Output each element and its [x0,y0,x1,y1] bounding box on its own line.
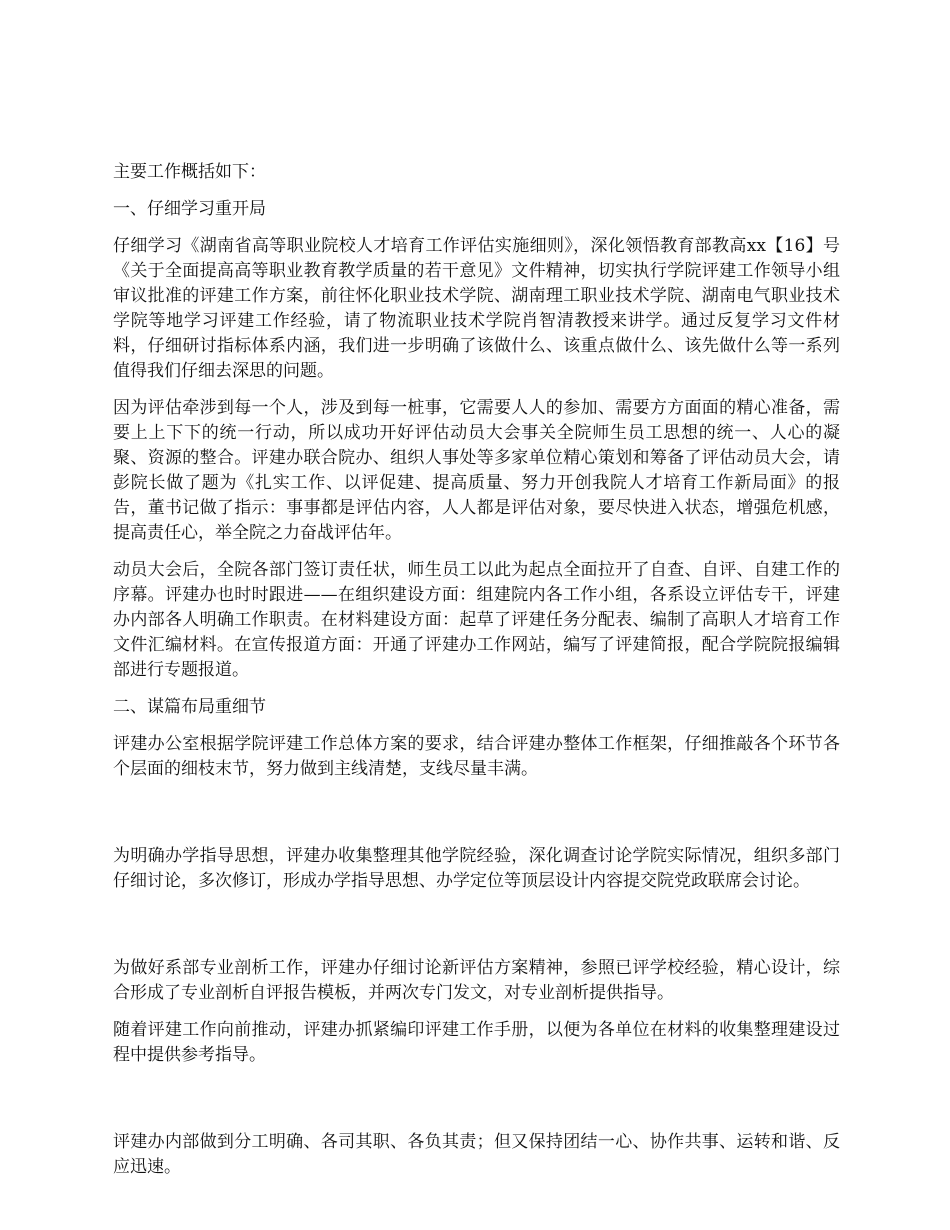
paragraph-teamwork: 评建办内部做到分工明确、各司其职、各负其责；但又保持团结一心、协作共事、运转和谐、反应迅速。 [113,1132,840,1177]
paragraph-planning: 评建办公室根据学院评建工作总体方案的要求，结合评建办整体工作框架，仔细推敲各个环节各个层面的细枝末节，努力做到主线清楚，支线尽量丰满。 [113,734,840,779]
summary-intro: 主要工作概括如下： [113,162,266,182]
paragraph-guiding-ideology: 为明确办学指导思想，评建办收集整理其他学院经验，深化调查讨论学院实际情况，组织多部门仔细讨论，多次修订，形成办学指导思想、办学定位等顶层设计内容提交院党政联席会讨论。 [113,846,840,891]
paragraph-handbook: 随着评建工作向前推动，评建办抓紧编印评建工作手册，以便为各单位在材料的收集整理建设过程中提供参考指导。 [113,1020,840,1065]
document-body [113,160,840,1180]
paragraph-major-analysis: 为做好系部专业剖析工作，评建办仔细讨论新评估方案精神，参照已评学校经验，精心设计，综合形成了专业剖析自评报告模板，并两次专门发文，对专业剖析提供指导。 [113,958,840,1003]
paragraph-after-meeting: 动员大会后，全院各部门签订责任状，师生员工以此为起点全面拉开了自查、自评、自建工作的序幕。评建办也时时跟进——在组织建设方面：组建院内各工作小组，各系设立评估专干，评建办内部各人明确工作职责。在材料建设方面：起草了评建任务分配表、编制了高职人才培育工作文件汇编材料。在宣传报道方面：开通了评建办工作网站，编写了评建简报，配合学院院报编辑部进行专题报道。 [113,560,840,680]
paragraph-mobilization: 因为评估牵涉到每一个人，涉及到每一桩事，它需要人人的参加、需要方方面面的精心准备，需要上上下下的统一行动，所以成功开好评估动员大会事关全院师生员工思想的统一、人心的凝聚、资源的整合。评建办联合院办、组织人事处等多家单位精心策划和筹备了评估动员大会，请彭院长做了题为《扎实工作、以评促建、提高质量、努力开创我院人才培育工作新局面》的报告，董书记做了指示：事事都是评估内容，人人都是评估对象，要尽快进入状态，增强危机感，提高责任心，举全院之力奋战评估年。 [113,398,840,543]
section-heading-1: 一、仔细学习重开局 [113,199,266,219]
paragraph-study: 仔细学习《湖南省高等职业院校人才培育工作评估实施细则》，深化领悟教育部教高xx【16】号《关于全面提高高等职业教育教学质量的若干意见》文件精神，切实执行学院评建工作领导小组审议批准的评建工作方案，前往怀化职业技术学院、湖南理工职业技术学院、湖南电气职业技术学院等地学习评建工作经验，请了物流职业技术学院肖智清教授来讲学。通过反复学习文件材料，仔细研讨指标体系内涵，我们进一步明确了该做什么、该重点做什么、该先做什么等一系列值得我们仔细去深思的问题。 [113,236,840,381]
section-heading-2: 二、谋篇布局重细节 [113,697,266,717]
